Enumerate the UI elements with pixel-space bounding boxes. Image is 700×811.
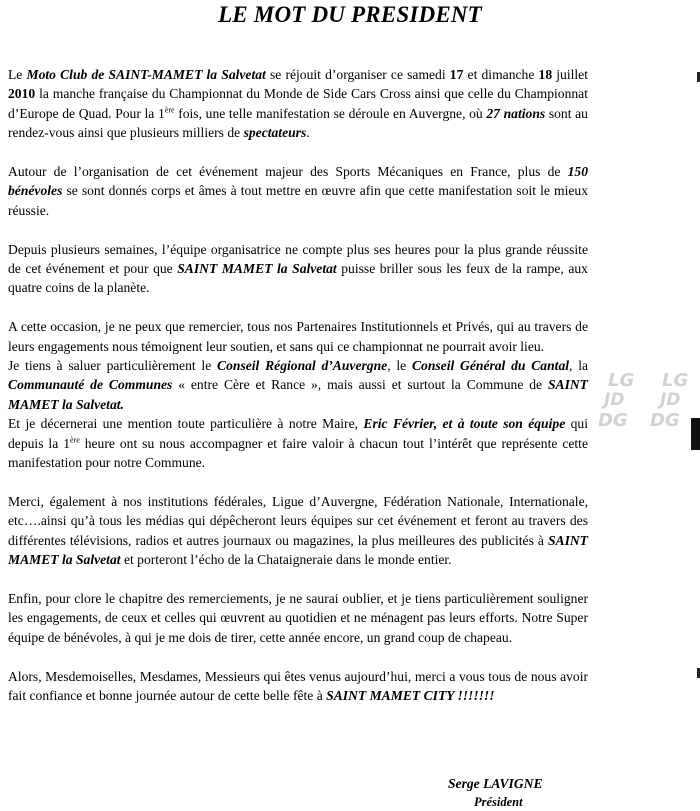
p5-conseil-general: Conseil Général du Cantal <box>411 358 570 374</box>
watermark-text-3b: DG <box>650 410 680 431</box>
p5-communaute: Communauté de Communes <box>8 377 173 393</box>
paragraph-2 <box>8 162 588 220</box>
watermark-logo-2 <box>662 372 688 390</box>
p1-spectateurs: spectateurs <box>243 125 307 141</box>
paragraph-4 <box>8 317 588 356</box>
p1-year: 2010 <box>8 86 36 102</box>
p6-text-c: qui depuis la 1 <box>8 416 588 451</box>
paragraph-1 <box>8 65 588 143</box>
p5-commune-name: SAINT MAMET la Salvetat. <box>8 377 588 412</box>
p1-text-a: Le <box>8 67 27 82</box>
signature-block <box>448 775 543 811</box>
p7-text-c: et porteront l’écho de la Chataigneraie dans le monde entier. <box>120 552 452 568</box>
p5-text-e: , la <box>569 358 589 374</box>
p5-text-g: « entre Cère et Rance », mais aussi et surtout la Commune de <box>172 377 548 393</box>
watermark-text-2: JD <box>604 390 625 410</box>
p5-text-c: , le <box>387 358 412 374</box>
p3-text-a: Depuis plusieurs semaines, l’équipe organisatrice ne compte plus ses heures pour la plus grande réussite de cet événement et pour que <box>8 241 588 277</box>
watermark-logo-5 <box>598 412 628 430</box>
p1-club-name: Moto Club de SAINT-MAMET la Salvetat <box>26 67 266 82</box>
p5-conseil-regional: Conseil Régional d’Auvergne <box>217 358 388 374</box>
p6-maire: Eric Février, et à toute son équipe <box>363 416 566 432</box>
paragraph-7 <box>8 492 588 570</box>
paragraph-6 <box>8 414 588 472</box>
p1-day-17: 17 <box>449 67 464 82</box>
paragraph-3 <box>8 240 588 298</box>
p6-text-a: Et je décernerai une mention toute particulière à notre Maire, <box>8 416 364 432</box>
signature-name: Serge LAVIGNE <box>448 776 543 791</box>
watermark-logo-1 <box>608 372 634 390</box>
p3-town-name: SAINT MAMET la Salvetat <box>177 261 337 277</box>
watermark-text-3: DG <box>598 410 628 431</box>
signature-role: Président <box>474 795 523 809</box>
p1-text-j: fois, une telle manifestation se déroule en Auvergne, où <box>174 105 487 121</box>
paragraph-9 <box>8 667 588 706</box>
p7-town-name: SAINT MAMET la Salvetat <box>8 532 588 568</box>
p1-text-n: . <box>306 125 310 141</box>
page-title: LE MOT DU PRESIDENT <box>218 2 482 27</box>
p9-text-a: Alors, Mesdemoiselles, Mesdames, Messieurs qui êtes venus aujourd’hui, merci a vous tous de nous avoir fait confiance et bonne journée autour de cette belle fête à <box>8 668 588 703</box>
p7-text-a: Merci, également à nos institutions fédérales, Ligue d’Auvergne, Fédération Nationale, Internationale, etc….ainsi qu’à tous les médias qui dépêcheront leurs équipes sur cet événement et feront au travers des différentes télévisions, radios et autres journaux ou magazines, la plus meilleures des publicités à <box>8 493 588 548</box>
p1-text-c: se réjouit d’organiser ce samedi <box>265 67 450 82</box>
p1-text-l: sont au rendez-vous ainsi que plusieurs milliers de <box>8 105 588 141</box>
p4-text-a: A cette occasion, je ne peux que remercier, tous nos Partenaires Institutionnels et Privés, qui au travers de leurs engagements nous témoignent leur soutien, et sans qui ce championnat ne pourrait avoir lieu. <box>8 319 588 354</box>
p2-text-c: se sont donnés corps et âmes à tout mettre en œuvre afin que cette manifestation soit le mieux réussie. <box>8 183 588 218</box>
p1-nations: 27 nations <box>486 105 546 121</box>
watermark-logo-6 <box>650 412 680 430</box>
letter-body <box>8 65 588 725</box>
watermark-logo-3 <box>604 392 624 409</box>
p1-superscript: ère <box>164 105 175 115</box>
paragraph-5 <box>8 356 588 414</box>
watermark-text-1b: LG <box>662 370 689 391</box>
p3-text-c: puisse briller sous les feux de la rampe, aux quatre coins de la planète. <box>8 261 588 296</box>
watermark-text-2b: JD <box>660 390 681 410</box>
page-edge-marker <box>691 418 700 450</box>
p5-text-a: Je tiens à saluer particulièrement le <box>8 358 218 374</box>
paragraph-8 <box>8 589 588 647</box>
p1-text-i: la manche française du Championnat du Monde de Side Cars Cross ainsi que celle du Championnat d’Europe de Quad. Pour la 1 <box>8 86 588 121</box>
p1-text-g: juillet <box>552 67 588 82</box>
watermark-text-1: LG <box>608 370 635 391</box>
p1-text-e: et dimanche <box>463 67 539 82</box>
p2-text-a: Autour de l’organisation de cet événement majeur des Sports Mécaniques en France, plus de <box>8 164 568 180</box>
p6-text-d: heure ont su nous accompagner et faire valoir à chacun tout l’intérêt que représente cette manifestation pour notre Commune. <box>8 435 588 471</box>
p9-city: SAINT MAMET CITY !!!!!!! <box>326 687 495 703</box>
p8-text-a: Enfin, pour clore le chapitre des remerciements, je ne saurai oublier, et je tiens particulièrement souligner les engagements, de ceux et celles qui œuvrent au quotidien et ne ménagent pas leurs efforts. Notre Super équipe de bénévoles, à qui je me dois de tirer, cette année encore, un grand coup de chapeau. <box>8 590 588 645</box>
p1-day-18: 18 <box>538 67 553 82</box>
p2-benevoles: 150 bénévoles <box>8 164 588 199</box>
watermark-logo-4 <box>660 392 680 409</box>
p6-superscript: ère <box>70 435 80 445</box>
